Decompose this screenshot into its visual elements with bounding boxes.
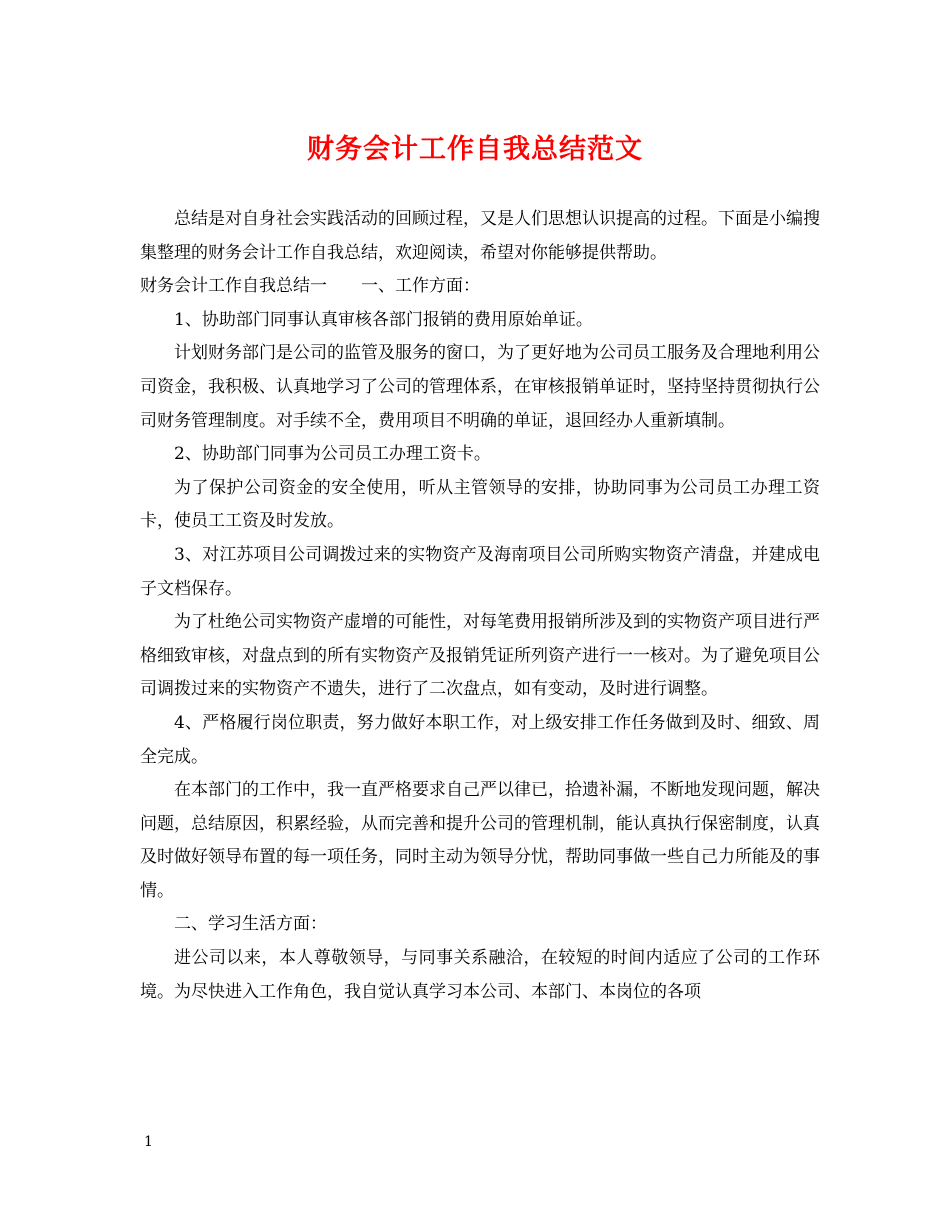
section-heading: 财务会计工作自我总结一 一、工作方面： — [140, 276, 480, 297]
document-title: 财务会计工作自我总结范文 — [307, 134, 643, 165]
intro-paragraph: 总结是对自身社会实践活动的回顾过程，又是人们思想认识提高的过程。下面是小编搜集整理的财务会计工作自我总结，欢迎阅读，希望对你能够提供帮助。 — [140, 209, 820, 263]
document-body — [140, 203, 820, 1009]
paragraph: 为了杜绝公司实物资产虚增的可能性，对每笔费用报销所涉及到的实物资产项目进行严格细致审核，对盘点到的所有实物资产及报销凭证所列资产进行一一核对。为了避免项目公司调拨过来的实物资产不遗失，进行了二次盘点，如有变动，及时进行调整。 — [140, 612, 820, 700]
item-heading: 1、协助部门同事认真审核各部门报销的费用原始单证。 — [174, 309, 593, 330]
section-heading: 二、学习生活方面： — [174, 914, 327, 935]
item-heading: 4、严格履行岗位职责，努力做好本职工作，对上级安排工作任务做到及时、细致、周全完成。 — [140, 712, 820, 767]
paragraph: 为了保护公司资金的安全使用，听从主管领导的安排，协助同事为公司员工办理工资卡，使员工工资及时发放。 — [140, 477, 820, 532]
item-heading: 3、对江苏项目公司调拨过来的实物资产及海南项目公司所购实物资产清盘，并建成电子文档保存。 — [140, 544, 820, 599]
paragraph: 在本部门的工作中，我一直严格要求自己严以律已，拾遗补漏，不断地发现问题，解决问题，总结原因，积累经验，从而完善和提升公司的管理机制，能认真执行保密制度，认真及时做好领导布置的每一项任务，同时主动为领导分忧，帮助同事做一些自己力所能及的事情。 — [140, 780, 820, 901]
paragraph: 进公司以来，本人尊敬领导，与同事关系融洽，在较短的时间内适应了公司的工作环境。为尽快进入工作角色，我自觉认真学习本公司、本部门、本岗位的各项 — [140, 948, 820, 1002]
paragraph: 计划财务部门是公司的监管及服务的窗口，为了更好地为公司员工服务及合理地利用公司资金，我积极、认真地学习了公司的管理体系，在审核报销单证时，坚持坚持贯彻执行公司财务管理制度。对手续不全，费用项目不明确的单证，退回经办人重新填制。 — [140, 343, 820, 431]
page-number: 1 — [144, 1134, 153, 1150]
item-heading: 2、协助部门同事为公司员工办理工资卡。 — [174, 444, 491, 465]
